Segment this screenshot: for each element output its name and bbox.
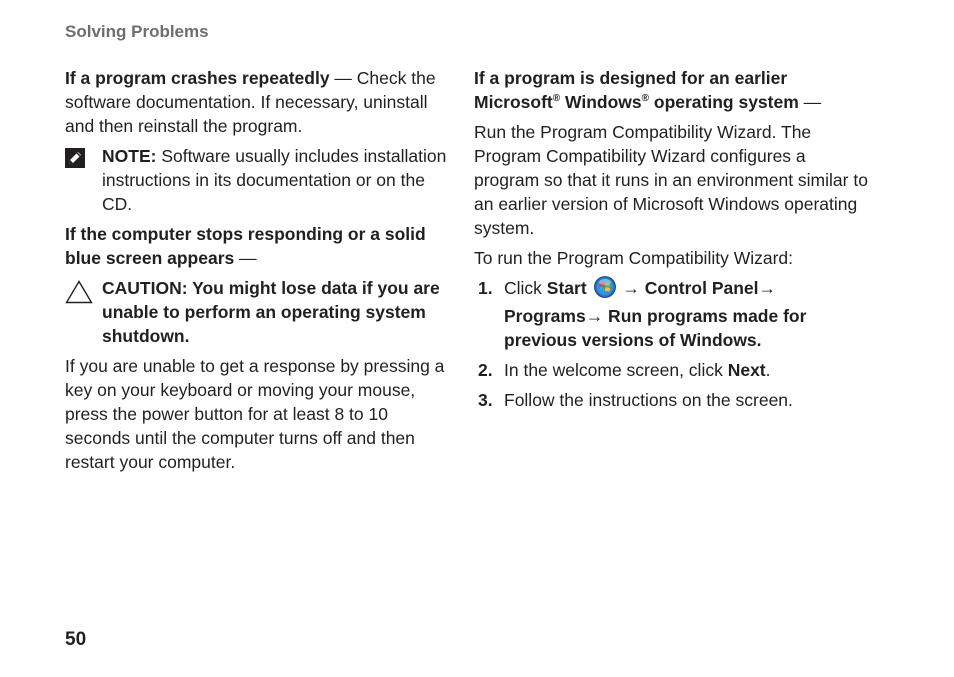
step-2-end: . bbox=[765, 360, 771, 380]
caution-text: CAUTION: You might lose data if you are unable to perform an operating system shutdown. bbox=[102, 278, 440, 346]
next-label: Next bbox=[727, 360, 766, 380]
step-number: 2. bbox=[478, 360, 493, 380]
windows-start-icon bbox=[594, 276, 616, 304]
step-arrow: → bbox=[617, 278, 645, 298]
stop-body: If you are unable to get a response by pressing a key on your keyboard or moving your mouse, press the power button for at least 8 to 10 seconds until the computer turns off and then restart your computer. bbox=[65, 356, 445, 472]
caution-block bbox=[65, 276, 450, 348]
step-2 bbox=[474, 358, 869, 382]
compat-heading bbox=[474, 66, 869, 114]
step-3 bbox=[474, 388, 869, 412]
stop-heading: If the computer stops responding or a solid blue screen appears bbox=[65, 224, 426, 268]
step-1 bbox=[474, 276, 869, 352]
stop-dash: — bbox=[234, 248, 257, 268]
step-number: 3. bbox=[478, 390, 493, 410]
step-click-text: Click bbox=[504, 278, 547, 298]
stop-heading-paragraph bbox=[65, 222, 450, 270]
compat-heading-part2: Windows bbox=[560, 92, 642, 112]
steps-list bbox=[474, 276, 869, 412]
warning-triangle-icon bbox=[65, 276, 102, 348]
left-column bbox=[65, 66, 450, 480]
compat-dash: — bbox=[798, 92, 822, 112]
compat-heading-part1: If a program is designed for an earlier Microsoft bbox=[474, 68, 788, 112]
run-intro: To run the Program Compatibility Wizard: bbox=[474, 248, 793, 268]
control-panel-path: Control Panel→ Programs→ Run programs made for previous versions of Windows. bbox=[504, 278, 807, 350]
crash-heading: If a program crashes repeatedly bbox=[65, 68, 330, 88]
reg-mark-2: ® bbox=[641, 93, 650, 105]
reg-mark-1: ® bbox=[552, 93, 561, 105]
step-text bbox=[504, 358, 869, 382]
step-number: 1. bbox=[478, 278, 493, 298]
crash-paragraph bbox=[65, 66, 450, 138]
step-text: Follow the instructions on the screen. bbox=[504, 390, 793, 410]
compat-heading-part3: operating system bbox=[649, 92, 799, 112]
page-number: 50 bbox=[65, 629, 87, 650]
section-header: Solving Problems bbox=[65, 22, 209, 41]
note-body: Software usually includes installation instructions in its documentation or on the CD. bbox=[102, 146, 447, 214]
crash-body: — Check the software documentation. If necessary, uninstall and then reinstall the program. bbox=[65, 68, 436, 136]
step-text bbox=[504, 276, 869, 352]
compat-body: Run the Program Compatibility Wizard. The Program Compatibility Wizard configures a program so that it runs in an environment similar to an earlier version of Microsoft Windows operating system. bbox=[474, 122, 868, 238]
pencil-note-icon bbox=[65, 144, 102, 216]
step-2-text: In the welcome screen, click bbox=[504, 360, 728, 380]
start-label: Start bbox=[546, 278, 587, 298]
note-text bbox=[102, 144, 450, 216]
note-label: NOTE: bbox=[102, 146, 157, 166]
right-column bbox=[474, 66, 869, 418]
note-block bbox=[65, 144, 450, 216]
